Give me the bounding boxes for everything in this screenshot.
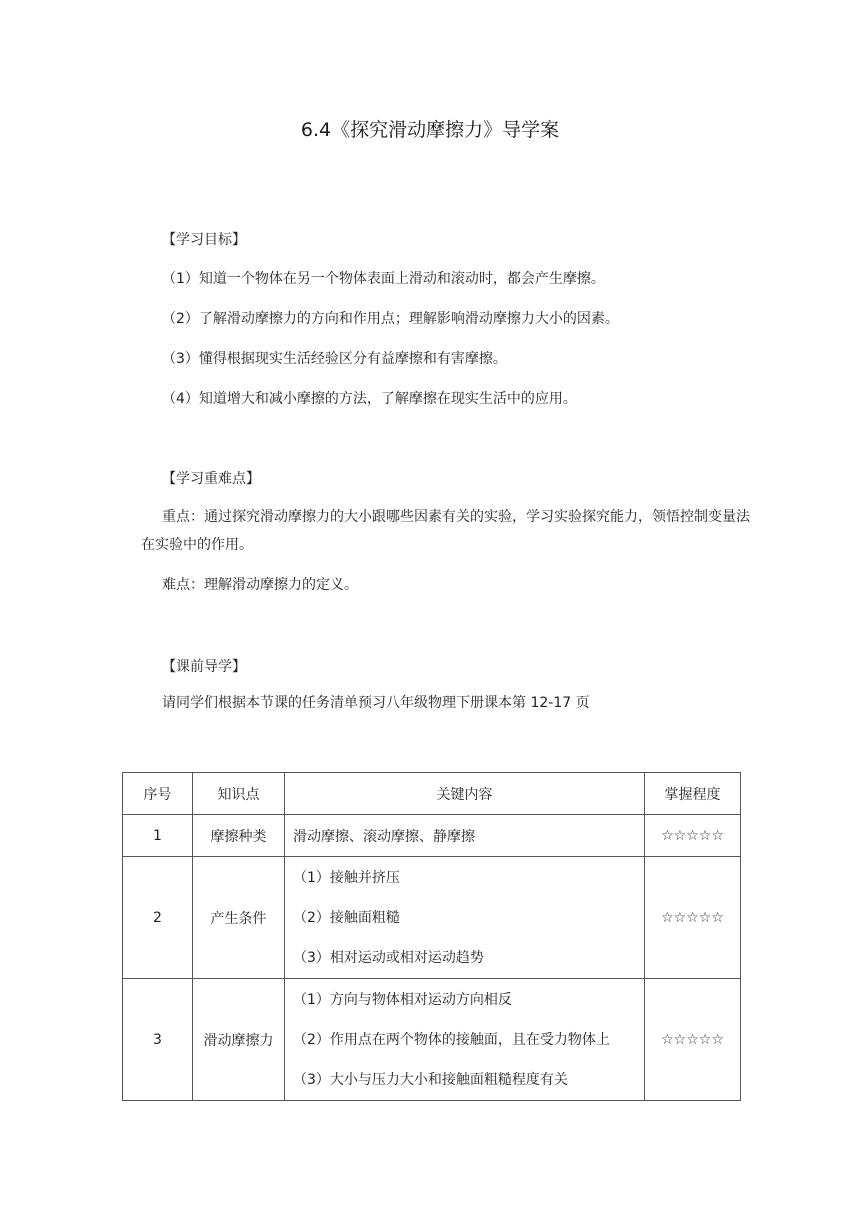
table-row	[123, 857, 741, 979]
mastery-stars: ☆☆☆☆☆	[645, 857, 741, 979]
objective-item: （3）懂得根据现实生活经验区分有益摩擦和有害摩擦。	[162, 351, 507, 367]
content-point: （2）作用点在两个物体的接触面，且在受力物体上	[293, 1031, 610, 1048]
cell-content: 滑动摩擦、滚动摩擦、静摩擦	[285, 815, 645, 857]
content-point: （1）方向与物体相对运动方向相反	[293, 991, 512, 1008]
cell-topic: 摩擦种类	[193, 815, 285, 857]
content-point: （3）相对运动或相对运动趋势	[293, 949, 484, 966]
document-title: 6.4《探究滑动摩擦力》导学案	[300, 119, 560, 141]
content-point: （2）接触面粗糙	[293, 909, 400, 926]
header-content: 关键内容	[285, 773, 645, 815]
cell-content	[285, 979, 645, 1101]
cell-no: 1	[123, 815, 193, 857]
header-topic: 知识点	[193, 773, 285, 815]
key-points-heading: 【学习重难点】	[162, 471, 260, 487]
table-header-row	[123, 773, 741, 815]
objective-item: （2）了解滑动摩擦力的方向和作用点；理解影响滑动摩擦力大小的因素。	[162, 311, 619, 327]
preview-heading: 【课前导学】	[162, 659, 246, 675]
content-point: （1）接触并挤压	[293, 869, 400, 886]
cell-no: 2	[123, 857, 193, 979]
cell-no: 3	[123, 979, 193, 1101]
header-no: 序号	[123, 773, 193, 815]
cell-topic: 产生条件	[193, 857, 285, 979]
mastery-stars: ☆☆☆☆☆	[645, 979, 741, 1101]
objective-item: （4）知道增大和减小摩擦的方法，了解摩擦在现实生活中的应用。	[162, 391, 577, 407]
cell-content	[285, 857, 645, 979]
table-row	[123, 815, 741, 857]
objective-item: （1）知道一个物体在另一个物体表面上滑动和滚动时，都会产生摩擦。	[162, 271, 605, 287]
content-point: （3）大小与压力大小和接触面粗糙程度有关	[293, 1071, 568, 1088]
table-row	[123, 979, 741, 1101]
cell-topic: 滑动摩擦力	[193, 979, 285, 1101]
mastery-stars: ☆☆☆☆☆	[645, 815, 741, 857]
focus-paragraph: 重点：通过探究滑动摩擦力的大小跟哪些因素有关的实验，学习实验探究能力，领悟控制变量法在实验中的作用。	[141, 509, 750, 553]
objectives-heading: 【学习目标】	[162, 232, 246, 248]
knowledge-table	[122, 772, 741, 1101]
preview-paragraph: 请同学们根据本节课的任务清单预习八年级物理下册课本第 12-17 页	[162, 695, 590, 711]
difficulty-paragraph: 难点：理解滑动摩擦力的定义。	[162, 577, 358, 593]
header-mastery: 掌握程度	[645, 773, 741, 815]
